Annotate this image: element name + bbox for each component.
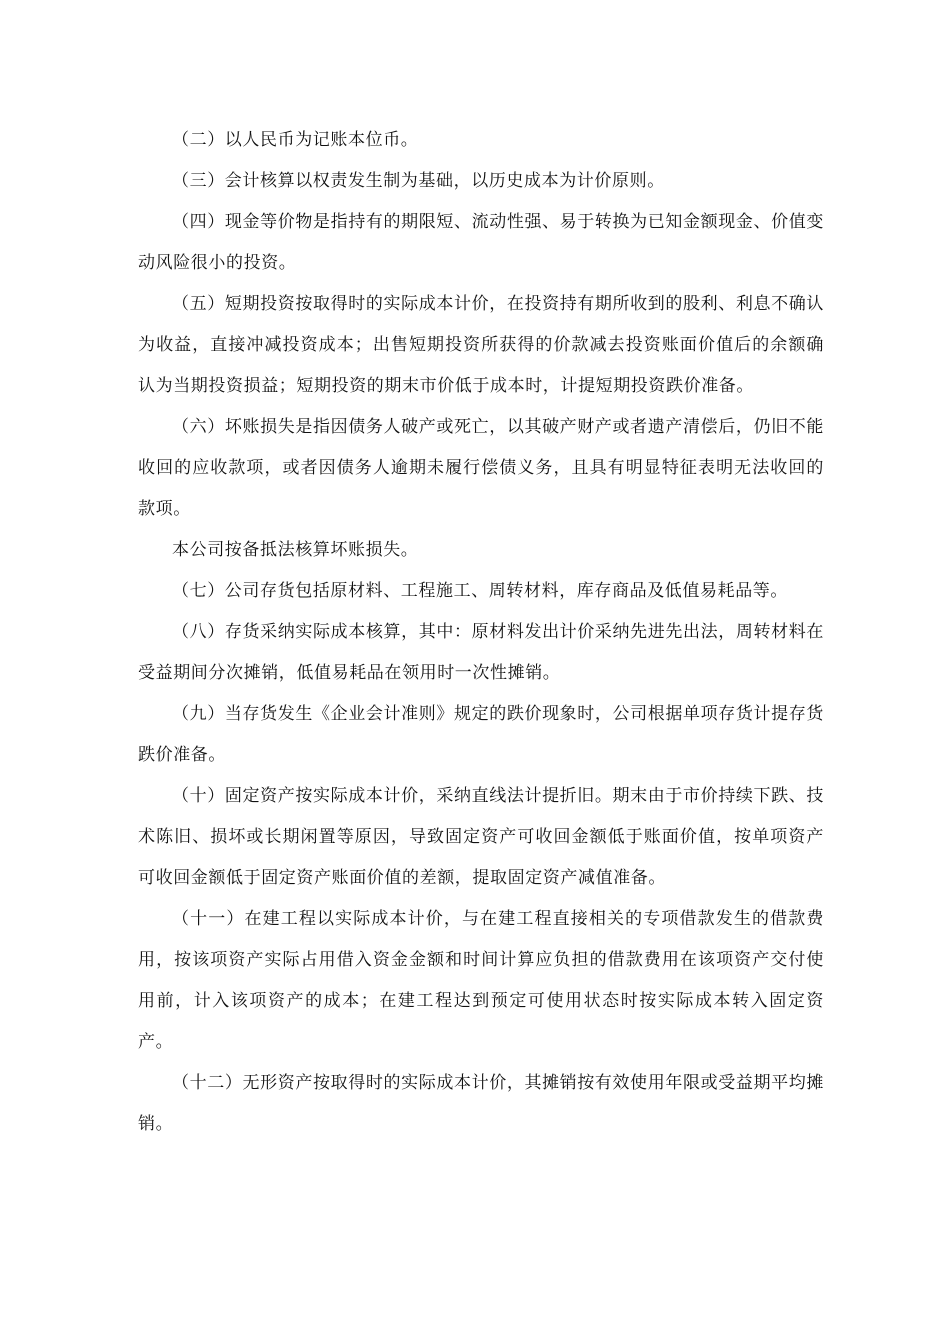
paragraph-3: （三）会计核算以权责发生制为基础，以历史成本为计价原则。	[172, 171, 665, 191]
document-body	[138, 120, 824, 1145]
paragraph-2: （二）以人民币为记账本位币。	[172, 130, 419, 150]
paragraph-4: （四）现金等价物是指持有的期限短、流动性强、易于转换为已知金额现金、价值变动风险很小的投资。	[138, 212, 824, 273]
paragraph-10: （十）固定资产按实际成本计价，采纳直线法计提折旧。期末由于市价持续下跌、技术陈旧、损坏或长期闲置等原因，导致固定资产可收回金额低于账面价值，按单项资产可收回金额低于固定资产账面价值的差额，提取固定资产减值准备。	[138, 786, 824, 888]
paragraph-bad-debt-method: 本公司按备抵法核算坏账损失。	[172, 540, 419, 560]
paragraph-11: （十一）在建工程以实际成本计价，与在建工程直接相关的专项借款发生的借款费用，按该项资产实际占用借入资金金额和时间计算应负担的借款费用在该项资产交付使用前，计入该项资产的成本；在建工程达到预定可使用状态时按实际成本转入固定资产。	[138, 909, 824, 1052]
paragraph-8: （八）存货采纳实际成本核算，其中：原材料发出计价采纳先进先出法，周转材料在受益期间分次摊销，低值易耗品在领用时一次性摊销。	[138, 622, 824, 683]
paragraph-7: （七）公司存货包括原材料、工程施工、周转材料，库存商品及低值易耗品等。	[172, 581, 788, 601]
paragraph-5: （五）短期投资按取得时的实际成本计价，在投资持有期所收到的股利、利息不确认为收益，直接冲减投资成本；出售短期投资所获得的价款减去投资账面价值后的余额确认为当期投资损益；短期投资的期末市价低于成本时，计提短期投资跌价准备。	[138, 294, 824, 396]
paragraph-9: （九）当存货发生《企业会计准则》规定的跌价现象时，公司根据单项存货计提存货跌价准备。	[138, 704, 824, 765]
paragraph-12: （十二）无形资产按取得时的实际成本计价，其摊销按有效使用年限或受益期平均摊销。	[138, 1073, 824, 1134]
paragraph-6: （六）坏账损失是指因债务人破产或死亡，以其破产财产或者遗产清偿后，仍旧不能收回的应收款项，或者因债务人逾期未履行偿债义务，且具有明显特征表明无法收回的款项。	[138, 417, 824, 519]
